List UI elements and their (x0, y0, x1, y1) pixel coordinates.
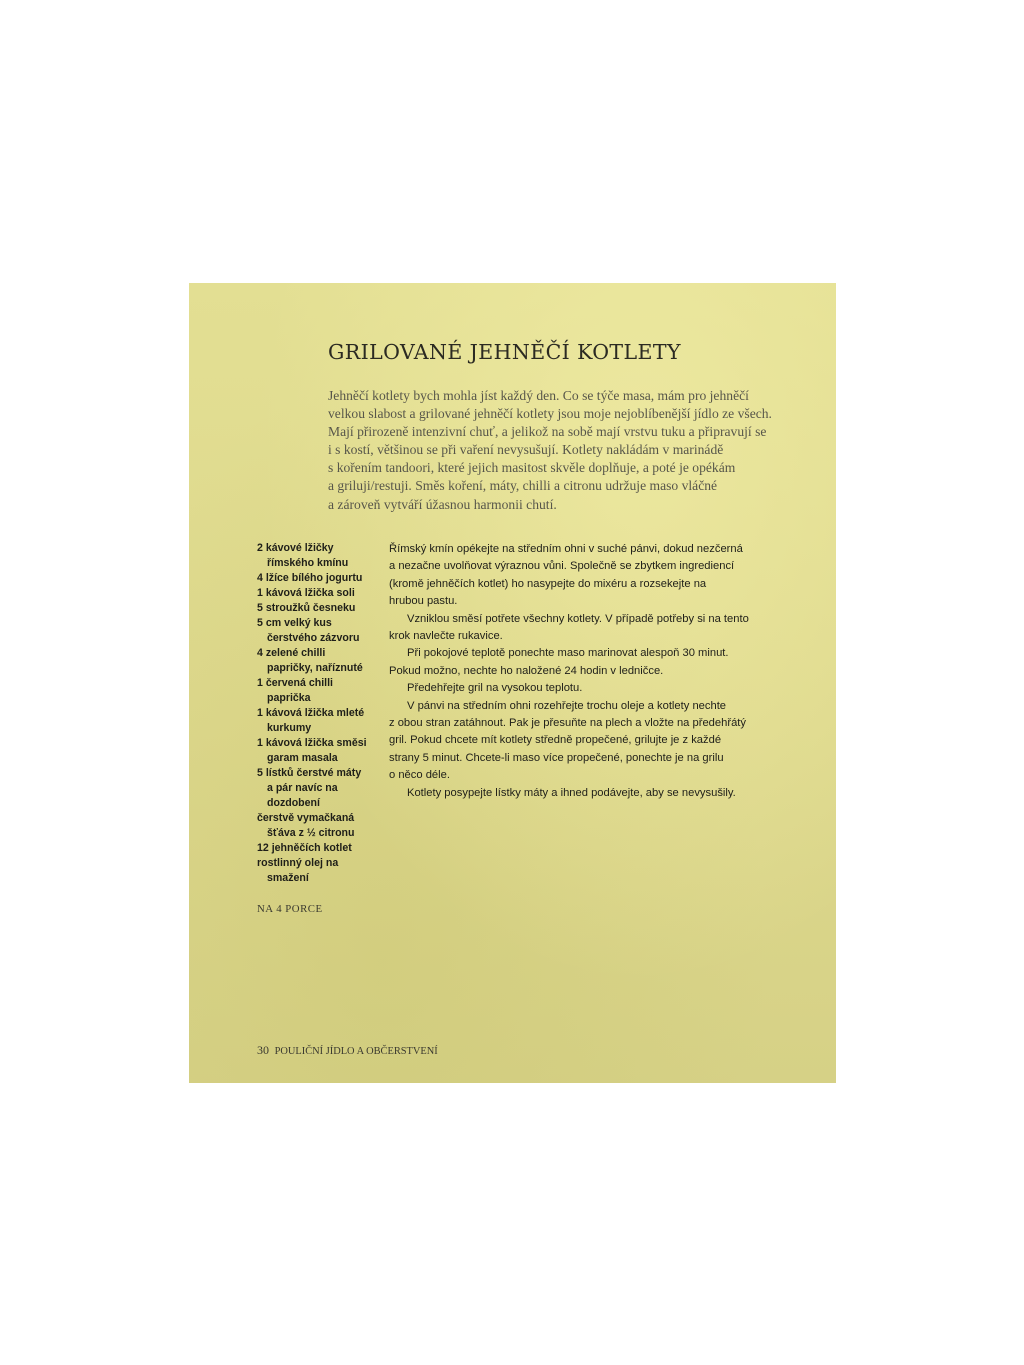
ingredient-list (257, 541, 382, 886)
ingredient-item: 1 červená chilli paprička (257, 677, 333, 704)
ingredient-item: čerstvě vymačkaná šťáva z ½ citronu (257, 812, 355, 839)
ingredient-item: 5 lístků čerstvé máty a pár navíc na dozdobení (257, 767, 362, 809)
servings-label: NA 4 PORCE (257, 903, 323, 915)
ingredient-item: 5 stroužků česneku (257, 602, 356, 614)
method-paragraph: Vzniklou směsí potřete všechny kotlety. V případě potřeby si na tento krok navlečte rukavice. (389, 612, 749, 643)
ingredient-item: 1 kávová lžička mleté kurkumy (257, 707, 365, 734)
method-paragraph: Římský kmín opékejte na středním ohni v suché pánvi, dokud nezčerná a nezačne uvolňovat výraznou vůni. Společně se zbytkem ingrediencí (kromě jehněčích kotlet) ho nasypejte do mixéru a rozsekejte na hrubou pastu. (389, 543, 743, 608)
section-name: POULIČNÍ JÍDLO A OBČERSTVENÍ (274, 1046, 438, 1057)
recipe-title: GRILOVANÉ JEHNĚČÍ KOTLETY (328, 340, 681, 364)
page-footer (257, 1043, 438, 1058)
ingredient-item: 5 cm velký kus čerstvého zázvoru (257, 617, 360, 644)
ingredient-item: rostlinný olej na smažení (257, 857, 339, 884)
ingredient-item: 1 kávová lžička soli (257, 587, 355, 599)
method-paragraph: Kotlety posypejte lístky máty a ihned podávejte, aby se nevysušily. (407, 786, 736, 799)
book-page (189, 283, 836, 1083)
ingredient-item: 2 kávové lžičky římského kmínu (257, 542, 349, 569)
method-paragraph: V pánvi na středním ohni rozehřejte trochu oleje a kotlety nechte z obou stran zatáhnout. Pak je přesuňte na plech a vložte na předehřátý gril. Pokud chcete mít kotlety středně propečené, grilujte je z každé strany 5 minut. Chcete-li maso více propečené, ponechte je na grilu o něco déle. (389, 699, 746, 782)
ingredient-item: 4 lžíce bílého jogurtu (257, 572, 363, 584)
method-text (389, 541, 774, 802)
page-number: 30 (257, 1043, 269, 1057)
ingredient-item: 1 kávová lžička směsi garam masala (257, 737, 367, 764)
method-paragraph: Předehřejte gril na vysokou teplotu. (407, 682, 583, 695)
ingredient-item: 12 jehněčích kotlet (257, 842, 352, 854)
ingredient-item: 4 zelené chilli papričky, naříznuté (257, 647, 363, 674)
method-paragraph: Při pokojové teplotě ponechte maso marinovat alespoň 30 minut. Pokud možno, nechte ho naložené 24 hodin v ledničce. (389, 647, 729, 677)
recipe-intro: Jehněčí kotlety bych mohla jíst každý den. Co se týče masa, mám pro jehněčí velkou slabost a grilované jehněčí kotlety jsou moje nejoblíbenější jídlo ze všech. Mají přirozeně intenzivní chuť, a jelikož na sobě mají vrstvu tuku a připravují se i s kostí, většinou se při vaření nevysušují. Kotlety nakládám v marinádě s kořením tandoori, které jejich masitost skvěle doplňuje, a poté je opékám a griluji/restuji. Směs koření, máty, chilli a citronu udržuje maso vláčné a zároveň vytváří úžasnou harmonii chutí. (328, 388, 772, 512)
